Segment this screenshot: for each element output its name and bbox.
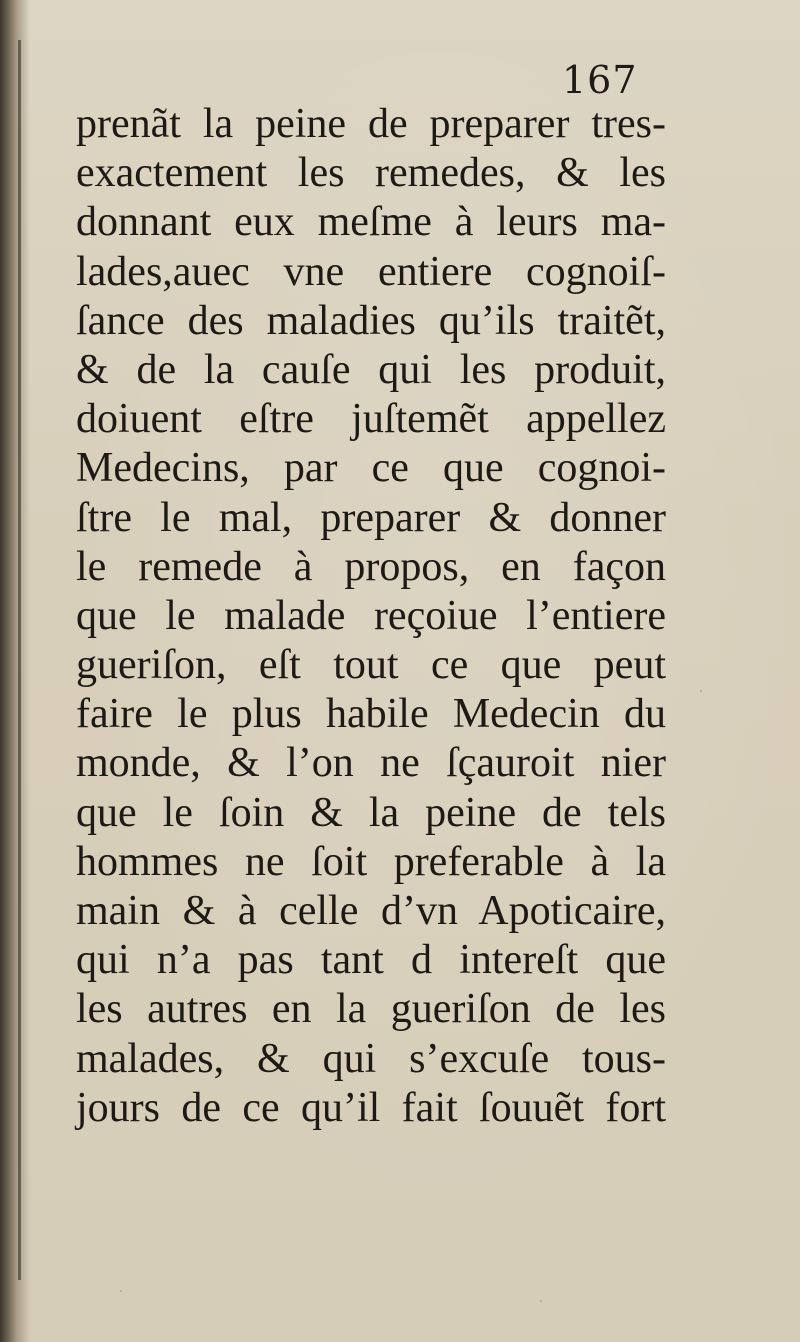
binding-edge xyxy=(0,0,30,1342)
text-line: donnant eux meſme à leurs ma- xyxy=(76,199,666,246)
text-line: exactement les remedes, & les xyxy=(76,150,666,197)
page-number: 167 xyxy=(562,58,638,102)
paper-speck xyxy=(700,690,702,692)
text-line: ſance des maladies qu’ils traitẽt, xyxy=(76,297,666,344)
text-line: faire le plus habile Medecin du xyxy=(76,691,666,738)
text-line: main & à celle d’vn Apoticaire, xyxy=(76,888,666,934)
text-line: & de la cauſe qui les produit, xyxy=(76,346,666,393)
body-text xyxy=(76,100,666,1133)
text-line: lades,auec vne entiere cognoiſ- xyxy=(76,248,666,295)
text-line: prenãt la peine de preparer tres- xyxy=(76,101,666,147)
text-line: le remede à propos, en façon xyxy=(76,543,666,590)
text-line: qui n’a pas tant d intereſt que xyxy=(76,937,666,984)
text-line: hommes ne ſoit preferable à la xyxy=(76,838,666,885)
text-line: jours de ce qu’il fait ſouuẽt fort xyxy=(76,1084,666,1131)
paper-speck xyxy=(120,1290,122,1292)
text-line: doiuent eſtre juſtemẽt appellez xyxy=(76,396,666,443)
text-line: monde, & l’on ne ſçauroit nier xyxy=(76,740,666,787)
text-line: que le malade reçoiue l’entiere xyxy=(76,592,666,639)
text-line: les autres en la gueriſon de les xyxy=(76,986,666,1033)
text-line: ſtre le mal, preparer & donner xyxy=(76,494,666,541)
text-line: que le ſoin & la peine de tels xyxy=(76,789,666,836)
binding-shadow-line xyxy=(18,40,21,1280)
text-line: Medecins, par ce que cognoi- xyxy=(76,445,666,492)
paper-speck xyxy=(650,180,652,182)
text-line: gueriſon, eſt tout ce que peut xyxy=(76,642,666,689)
paper-speck xyxy=(540,1300,542,1302)
text-line: malades, & qui s’excuſe tous- xyxy=(76,1035,666,1082)
